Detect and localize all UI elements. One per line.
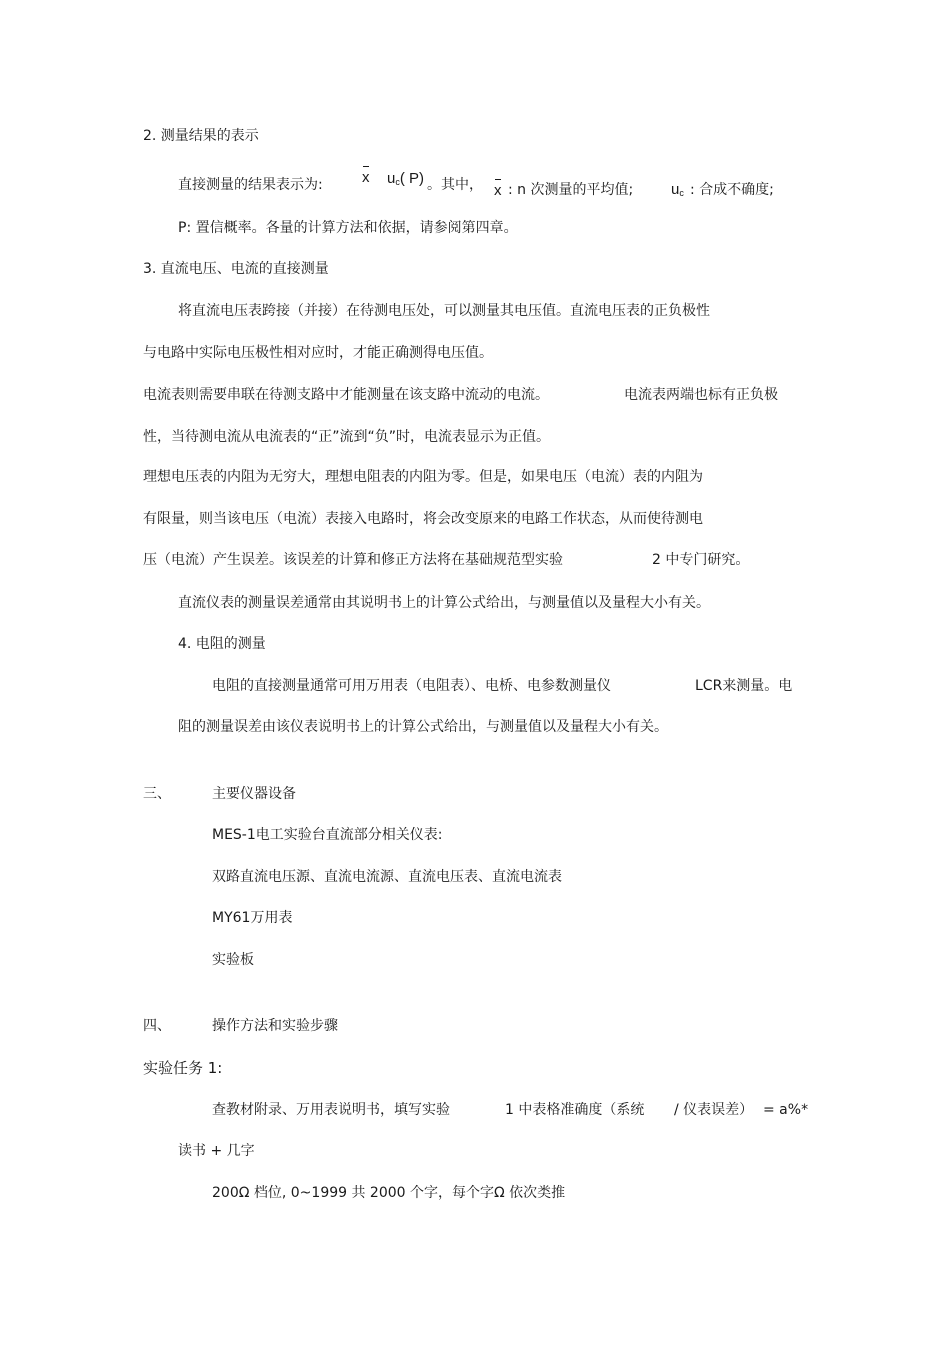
section-3-paragraph-3-line-2: 有限量，则当该电压（电流）表接入电路时，将会改变原来的电路工作状态，从而使待测电 (143, 511, 703, 527)
section-3-paragraph-3-line-3a: 压（电流）产生误差。该误差的计算和修正方法将在基础规范型实验 (143, 552, 563, 568)
section-3-paragraph-4: 直流仪表的测量误差通常由其说明书上的计算公式给出，与测量值以及量程大小有关。 (178, 595, 710, 611)
task-instruction-b: 1 中表格准确度（系统 (505, 1102, 645, 1118)
section-3-paragraph-3-line-3b: 2 中专门研究。 (652, 552, 750, 568)
task-label: 实验任务 1: (143, 1059, 223, 1077)
combined-uncertainty-symbol: $u_c$ (671, 181, 684, 198)
confidence-probability-line: P: 置信概率。各量的计算方法和依据，请参阅第四章。 (178, 220, 518, 236)
result-expression-mid: 。其中， (427, 177, 483, 193)
section-3-paragraph-1-line-2: 与电路中实际电压极性相对应时，才能正确测得电压值。 (143, 345, 493, 361)
section-4-paragraph-line-2: 阻的测量误差由该仪表说明书上的计算公式给出，与测量值以及量程大小有关。 (178, 719, 668, 735)
section-3-paragraph-3-line-1: 理想电压表的内阻为无穷大，理想电阻表的内阻为零。但是，如果电压（电流）表的内阻为 (143, 469, 703, 485)
section-3-paragraph-1-line-1: 将直流电压表跨接（并接）在待测电压处，可以测量其电压值。直流电压表的正负极性 (178, 303, 710, 319)
section-3-heading: 3. 直流电压、电流的直接测量 (143, 261, 329, 277)
mean-x-symbol: x (362, 169, 370, 186)
equipment-item: MY61万用表 (212, 910, 293, 926)
uncertainty-symbol: $u_c$( P) (387, 170, 425, 187)
section-3-paragraph-2-line-2: 性，当待测电流从电流表的“正”流到“负”时，电流表显示为正值。 (143, 429, 551, 445)
part-3-number: 三、 (143, 786, 171, 802)
task-instruction-d: = a%* (763, 1102, 809, 1118)
task-formula-line: 读书 + 几字 (178, 1143, 255, 1159)
mean-x-symbol-2: x (494, 182, 502, 199)
part-4-title: 操作方法和实验步骤 (212, 1018, 338, 1034)
part-4-number: 四、 (143, 1018, 171, 1034)
mean-description: : n 次测量的平均值; (508, 182, 634, 198)
part-3-title: 主要仪器设备 (212, 786, 296, 802)
task-range-line: 200Ω 档位, 0~1999 共 2000 个字，每个字Ω 依次类推 (212, 1185, 566, 1201)
section-3-paragraph-2-line-1b: 电流表两端也标有正负极 (624, 387, 778, 403)
task-instruction-c: / 仪表误差） (674, 1102, 754, 1118)
result-expression-prefix: 直接测量的结果表示为: (178, 177, 323, 193)
section-3-paragraph-2-line-1a: 电流表则需要串联在待测支路中才能测量在该支路中流动的电流。 (143, 387, 549, 403)
section-4-heading: 4. 电阻的测量 (178, 636, 266, 652)
equipment-item: 双路直流电压源、直流电流源、直流电压表、直流电流表 (212, 869, 562, 885)
section-4-paragraph-line-1a: 电阻的直接测量通常可用万用表（电阻表）、电桥、电参数测量仪 (212, 678, 611, 694)
task-instruction-a: 查教材附录、万用表说明书，填写实验 (212, 1102, 450, 1118)
equipment-item: MES-1电工实验台直流部分相关仪表: (212, 827, 443, 843)
combined-uncertainty-description: : 合成不确度; (690, 182, 774, 198)
section-2-heading: 2. 测量结果的表示 (143, 128, 259, 144)
section-4-paragraph-line-1b: LCR来测量。电 (695, 678, 793, 694)
equipment-item: 实验板 (212, 952, 254, 968)
